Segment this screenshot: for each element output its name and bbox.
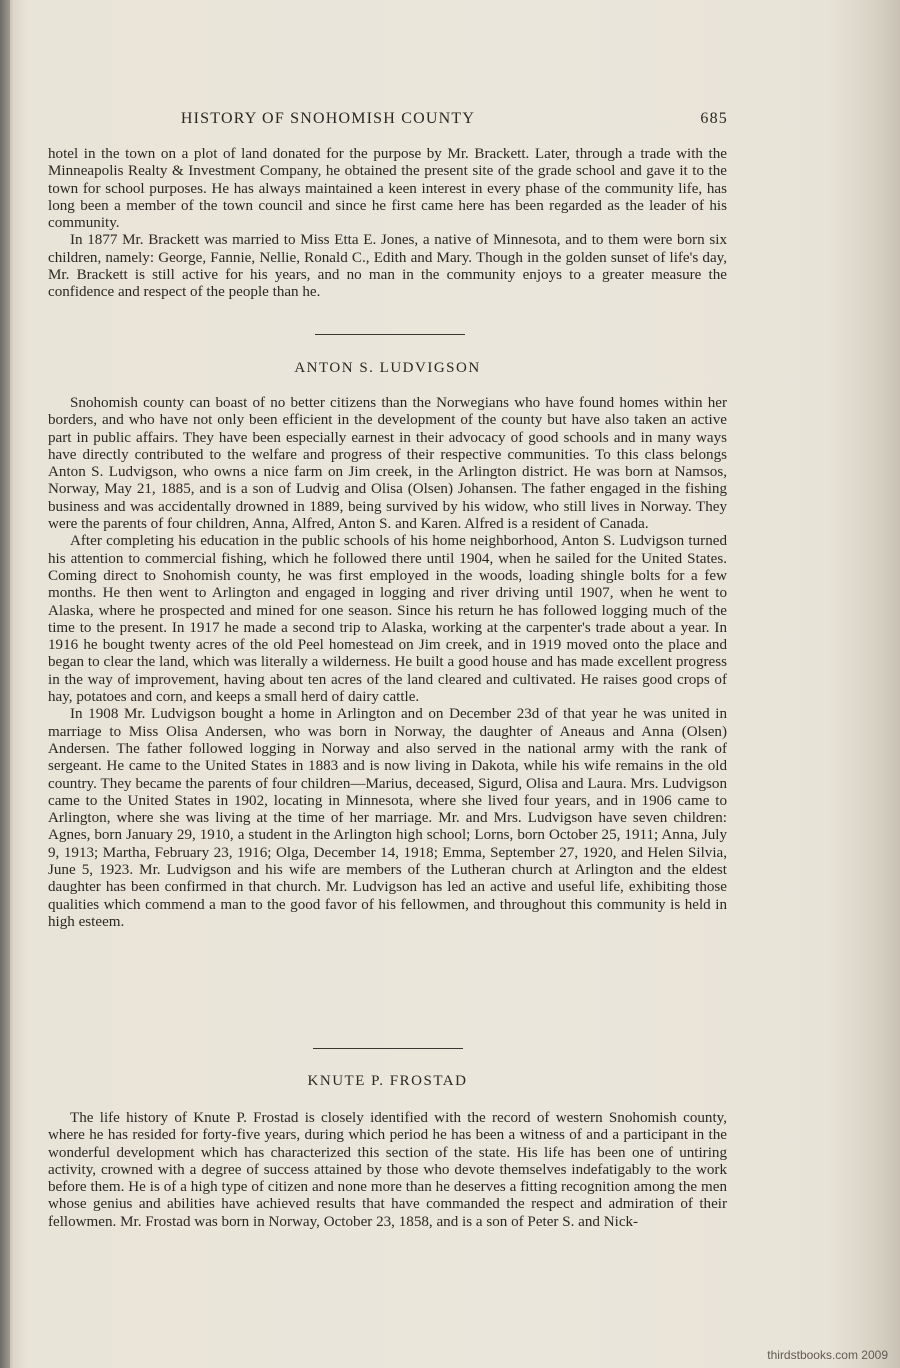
- paragraph: The life history of Knute P. Frostad is closely identified with the record of western Snohomish county, where he has resided for forty-five years, during which period he has been a witness of and a participant in the wonderful development which has characterized this section of the state. His life has been one of untiring activity, crowned with a degree of success attained by those who devote themselves indefatigably to the work before them. He is of a high type of citizen and none more than he deserves a fitting recognition among the men whose genius and abilities have achieved results that have commanded the respect and admiration of their fellowmen. Mr. Frostad was born in Norway, October 23, 1858, and is a son of Peter S. and Nick-: [48, 1110, 727, 1230]
- paragraph: In 1908 Mr. Ludvigson bought a home in Arlington and on December 23d of that year he was united in marriage to Miss Olisa Andersen, who was born in Norway, the daughter of Aneaus and Anna (Olsen) Andersen. The father followed logging in Norway and also served in the national army with the rank of sergeant. He came to the United States in 1883 and is now living in Dakota, while his wife remains in the old country. They became the parents of four children—Marius, deceased, Sigurd, Olisa and Laura. Mrs. Ludvigson came to the United States in 1902, locating in Minnesota, where she lived four years, and in 1906 came to Arlington, where she was living at the time of her marriage. Mr. and Mrs. Ludvigson have seven children: Agnes, born January 29, 1910, a student in the Arlington high school; Lorns, born October 25, 1911; Anna, July 9, 1913; Martha, February 23, 1916; Olga, December 14, 1918; Emma, September 27, 1920, and Helen Silvia, June 5, 1923. Mr. Ludvigson and his wife are members of the Lutheran church at Arlington and the eldest daughter has been confirmed in that church. Mr. Ludvigson has led an active and useful life, exhibiting those qualities which commend a man to the good favor of his fellowmen, and throughout this community is held in high esteem.: [48, 706, 727, 930]
- paragraph: In 1877 Mr. Brackett was married to Miss Etta E. Jones, a native of Minnesota, and to them were born six children, namely: George, Fannie, Nellie, Ronald C., Edith and Mary. Though in the golden sunset of life's day, Mr. Brackett is still active for his years, and no man in the community enjoys to a greater measure the confidence and respect of the people than he.: [48, 232, 727, 301]
- paragraph: hotel in the town on a plot of land donated for the purpose by Mr. Brackett. Later, through a trade with the Minneapolis Realty & Investment Company, he obtained the present site of the grade school and gave it to the town for school purposes. He has always maintained a keen interest in every phase of the community life, has long been a member of the town council and since he first came here has been regarded as the leader of his community.: [48, 146, 727, 232]
- section-text-ludvigson: [48, 395, 727, 931]
- watermark: thirdstbooks.com 2009: [767, 1348, 888, 1362]
- section-heading: KNUTE P. FROSTAD: [307, 1073, 468, 1089]
- running-title: HISTORY OF SNOHOMISH COUNTY: [180, 110, 476, 127]
- paragraph: After completing his education in the public schools of his home neighborhood, Anton S. Ludvigson turned his attention to commercial fishing, which he followed there until 1904, when he sailed for the United States. Coming direct to Snohomish county, he was first employed in the woods, loading shingle bolts for a few months. He then went to Arlington and engaged in logging and river driving until 1907, when he went to Alaska, where he prospected and mined for one season. Since his return he has followed logging much of the time to the present. In 1917 he made a second trip to Alaska, working at the carpenter's trade about a year. In 1916 he bought twenty acres of the old Peel homestead on Jim creek, and in 1919 moved onto the place and began to clear the land, which was literally a wilderness. He built a good house and has made excellent progress in the way of improvement, having about ten acres of the land cleared and cultivated. He raises good crops of hay, potatoes and corn, and keeps a small herd of dairy cattle.: [48, 533, 727, 706]
- intro-text: [48, 146, 727, 302]
- section-text-frostad: [48, 1110, 727, 1231]
- running-header: [48, 110, 728, 132]
- paragraph: Snohomish county can boast of no better citizens than the Norwegians who have found homes within her borders, and who have not only been efficient in the development of the county but have also taken an active part in public affairs. They have been especially earnest in their advocacy of good schools and in many ways have directly contributed to the welfare and progress of their respective communities. To this class belongs Anton S. Ludvigson, who owns a nice farm on Jim creek, in the Arlington district. He was born at Namsos, Norway, May 21, 1885, and is a son of Ludvig and Olisa (Olsen) Johansen. The father engaged in the fishing business and was accidentally drowned in 1889, being survived by his widow, who still lives in Norway. They were the parents of four children, Anna, Alfred, Anton S. and Karen. Alfred is a resident of Canada.: [48, 395, 727, 533]
- section-heading: ANTON S. LUDVIGSON: [294, 360, 481, 376]
- section-divider: [315, 334, 465, 335]
- page-number: 685: [700, 110, 728, 127]
- section-divider: [313, 1048, 463, 1049]
- book-spine-shadow: [0, 0, 10, 1368]
